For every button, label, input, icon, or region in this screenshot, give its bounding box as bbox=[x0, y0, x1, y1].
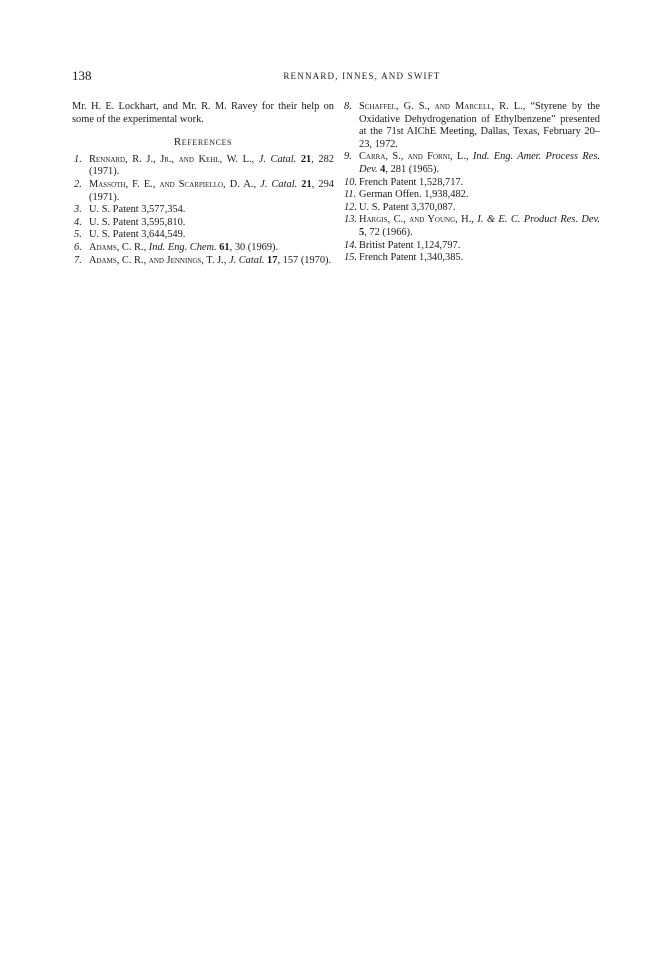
reference-text: German Offen. 1,938,482. bbox=[359, 189, 469, 201]
reference-journal: J. Catal. bbox=[258, 153, 297, 165]
reference-item bbox=[342, 252, 600, 265]
reference-number: 8. bbox=[344, 101, 352, 112]
reference-authors: Massoth, F. E., and Scarpiello, D. A., bbox=[89, 178, 257, 190]
reference-number: 4. bbox=[74, 216, 82, 228]
reference-item bbox=[72, 217, 334, 230]
right-column bbox=[342, 101, 600, 265]
reference-text: U. S. Patent 3,370,087. bbox=[359, 201, 456, 213]
reference-authors: Rennard, R. J., Jr., and Kehl, W. L., bbox=[89, 153, 255, 165]
reference-text: Britist Patent 1,124,797. bbox=[359, 239, 461, 251]
reference-number: 2. bbox=[74, 178, 82, 190]
reference-item bbox=[342, 214, 600, 239]
reference-journal: J. Catal. bbox=[228, 254, 265, 266]
reference-number: 12. bbox=[344, 201, 357, 213]
left-column bbox=[72, 101, 334, 267]
reference-authors: Adams, C. R., bbox=[89, 241, 147, 253]
reference-item bbox=[342, 202, 600, 215]
reference-volume: 21 bbox=[301, 178, 312, 190]
reference-authors: Hargis, C., and Young, H., bbox=[359, 214, 474, 226]
reference-number: 7. bbox=[74, 254, 82, 266]
reference-journal: Ind. Eng. Chem. bbox=[148, 241, 217, 253]
reference-item bbox=[72, 229, 334, 242]
reference-text: U. S. Patent 3,644,549. bbox=[89, 229, 186, 241]
reference-item bbox=[342, 151, 600, 176]
running-head: RENNARD, INNES, AND SWIFT bbox=[283, 71, 441, 81]
reference-authors: Carra, S., and Forni, L., bbox=[359, 151, 469, 163]
reference-number: 6. bbox=[74, 241, 82, 253]
reference-item bbox=[72, 242, 334, 255]
reference-volume: 61 bbox=[219, 241, 230, 253]
reference-text: French Patent 1,340,385. bbox=[359, 252, 464, 264]
reference-volume: 17 bbox=[267, 254, 278, 266]
reference-item bbox=[72, 154, 334, 179]
reference-volume: 4 bbox=[380, 163, 386, 175]
reference-item bbox=[72, 204, 334, 217]
reference-text: “Styrene by the Oxidative Dehydrogenation of Ethylbenzene” presented at the 71st AIChE Meeting, Dallas, Texas, February 20–23, 1972. bbox=[359, 101, 600, 150]
reference-number: 3. bbox=[74, 204, 82, 216]
reference-text: U. S. Patent 3,595,810. bbox=[89, 216, 186, 228]
reference-journal: I. & E. C. Product Res. Dev. bbox=[477, 214, 600, 226]
reference-number: 10. bbox=[344, 176, 357, 188]
page-number: 138 bbox=[72, 68, 92, 83]
reference-pages: , 281 (1965). bbox=[385, 163, 440, 175]
page-header bbox=[72, 68, 600, 86]
reference-authors: Schaffel, G. S., and Marcell, R. L., bbox=[359, 101, 526, 112]
reference-number: 14. bbox=[344, 239, 357, 251]
reference-text: U. S. Patent 3,577,354. bbox=[89, 204, 186, 216]
reference-authors: Adams, C. R., and Jennings, T. J., bbox=[89, 254, 227, 266]
reference-item bbox=[342, 240, 600, 253]
acknowledgment-text: Mr. H. E. Lockhart, and Mr. R. M. Ravey for their help on some of the experimental work. bbox=[72, 101, 334, 125]
reference-pages: , 30 (1969). bbox=[229, 241, 279, 253]
reference-number: 9. bbox=[344, 151, 352, 163]
reference-item bbox=[72, 255, 334, 268]
reference-item bbox=[342, 189, 600, 202]
reference-pages: , 282 (1971). bbox=[89, 153, 335, 178]
reference-item bbox=[72, 179, 334, 204]
reference-number: 15. bbox=[344, 252, 357, 264]
reference-pages: , 157 (1970). bbox=[277, 254, 332, 266]
reference-pages: , 72 (1966). bbox=[364, 226, 413, 238]
reference-item bbox=[342, 101, 600, 151]
reference-pages: , 294 (1971). bbox=[89, 178, 334, 203]
reference-number: 5. bbox=[74, 229, 82, 241]
reference-journal: Ind. Eng. Amer. Process Res. Dev. bbox=[359, 151, 600, 175]
reference-volume: 5 bbox=[359, 226, 365, 238]
reference-number: 13. bbox=[344, 214, 357, 226]
reference-number: 1. bbox=[74, 153, 82, 165]
reference-number: 11. bbox=[344, 189, 357, 201]
reference-text: French Patent 1,528,717. bbox=[359, 176, 464, 188]
reference-item bbox=[342, 177, 600, 190]
references-heading: References bbox=[173, 136, 233, 149]
reference-volume: 21 bbox=[300, 153, 312, 165]
reference-journal: J. Catal. bbox=[260, 178, 298, 190]
